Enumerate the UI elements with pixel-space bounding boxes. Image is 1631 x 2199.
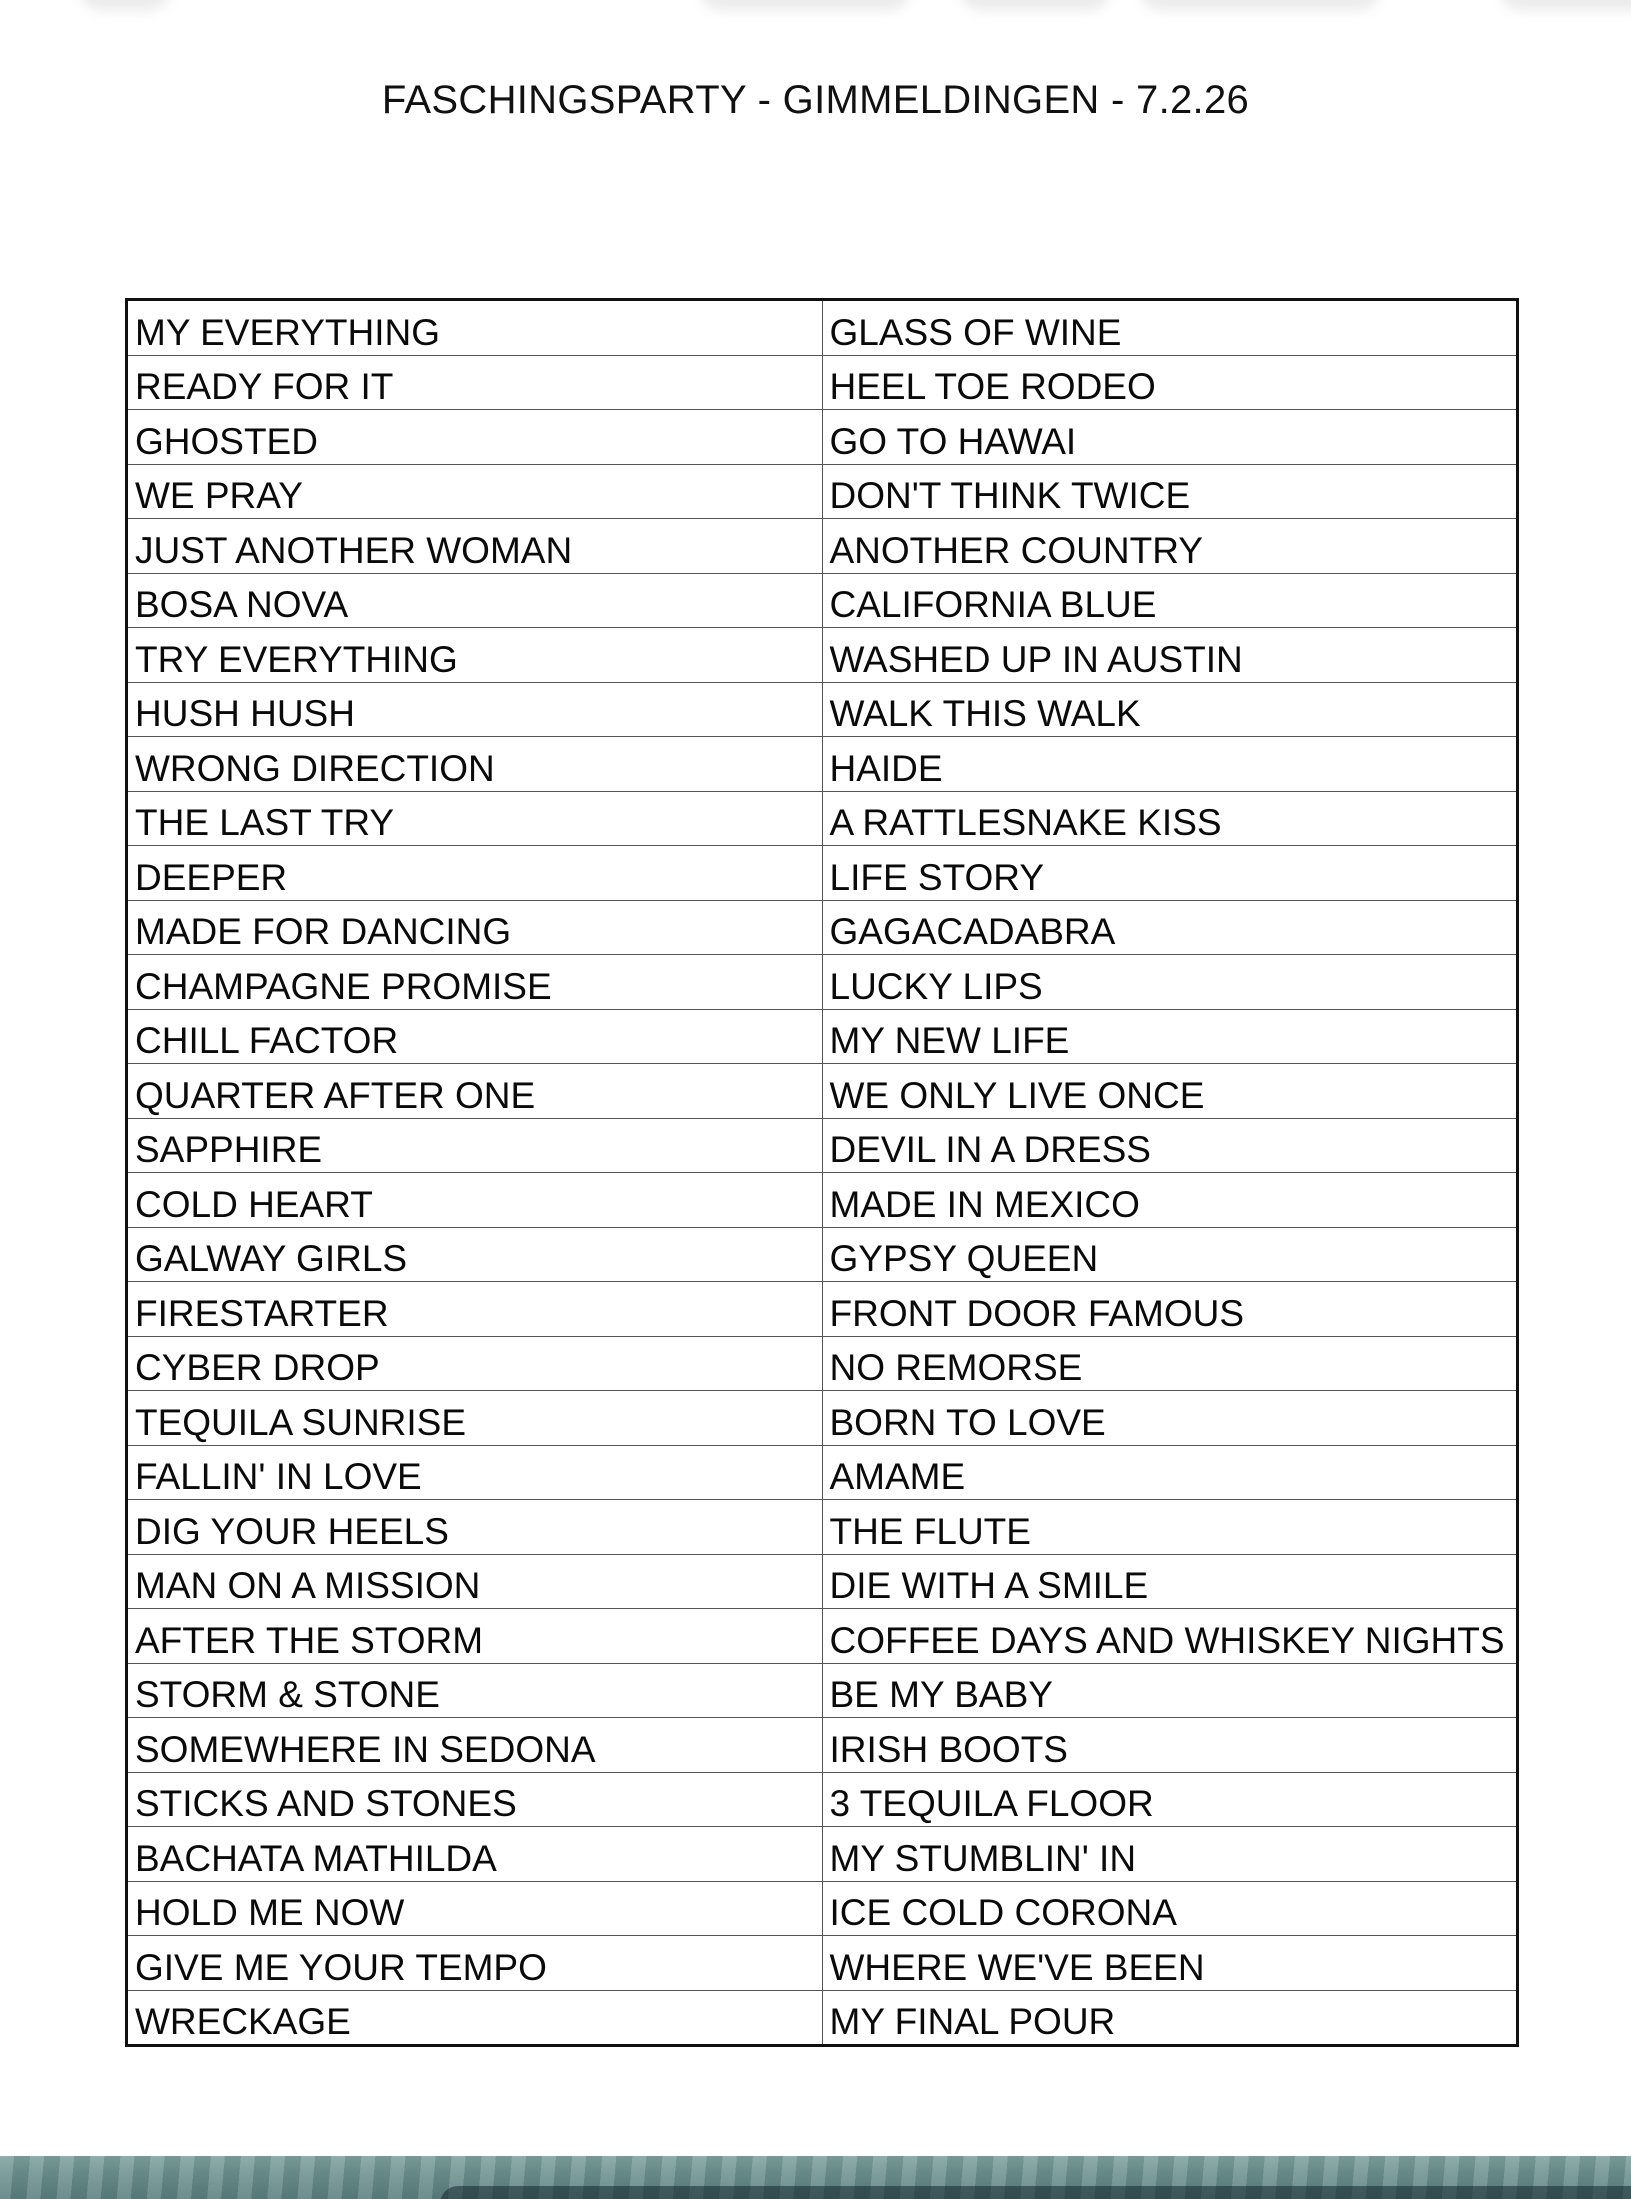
table-row bbox=[127, 900, 1518, 955]
song-cell-left: SOMEWHERE IN SEDONA bbox=[127, 1718, 823, 1773]
song-cell-right: NO REMORSE bbox=[822, 1336, 1518, 1391]
background-photo-strip bbox=[0, 2156, 1631, 2199]
song-cell-right: HEEL TOE RODEO bbox=[822, 355, 1518, 410]
table-row bbox=[127, 355, 1518, 410]
song-cell-left: GHOSTED bbox=[127, 410, 823, 465]
song-cell-right: AMAME bbox=[822, 1445, 1518, 1500]
table-row bbox=[127, 1445, 1518, 1500]
table-row bbox=[127, 1990, 1518, 2046]
song-cell-right: GO TO HAWAI bbox=[822, 410, 1518, 465]
song-cell-right: DIE WITH A SMILE bbox=[822, 1554, 1518, 1609]
table-row bbox=[127, 846, 1518, 901]
table-row bbox=[127, 1554, 1518, 1609]
song-cell-left: BOSA NOVA bbox=[127, 573, 823, 628]
song-cell-left: FALLIN' IN LOVE bbox=[127, 1445, 823, 1500]
song-cell-right: 3 TEQUILA FLOOR bbox=[822, 1772, 1518, 1827]
song-cell-right: WHERE WE'VE BEEN bbox=[822, 1936, 1518, 1991]
song-cell-left: THE LAST TRY bbox=[127, 791, 823, 846]
song-cell-left: CHAMPAGNE PROMISE bbox=[127, 955, 823, 1010]
song-cell-right: HAIDE bbox=[822, 737, 1518, 792]
table-row bbox=[127, 1718, 1518, 1773]
song-cell-left: CYBER DROP bbox=[127, 1336, 823, 1391]
song-cell-right: IRISH BOOTS bbox=[822, 1718, 1518, 1773]
song-cell-left: QUARTER AFTER ONE bbox=[127, 1064, 823, 1119]
song-cell-left: TEQUILA SUNRISE bbox=[127, 1391, 823, 1446]
table-row bbox=[127, 1227, 1518, 1282]
song-cell-left: AFTER THE STORM bbox=[127, 1609, 823, 1664]
table-row bbox=[127, 1009, 1518, 1064]
song-cell-right: A RATTLESNAKE KISS bbox=[822, 791, 1518, 846]
table-row bbox=[127, 1936, 1518, 1991]
song-cell-left: HOLD ME NOW bbox=[127, 1881, 823, 1936]
page-title: FASCHINGSPARTY - GIMMELDINGEN - 7.2.26 bbox=[381, 78, 1250, 122]
song-cell-right: MADE IN MEXICO bbox=[822, 1173, 1518, 1228]
song-cell-right: MY FINAL POUR bbox=[822, 1990, 1518, 2046]
table-row bbox=[127, 1173, 1518, 1228]
table-row bbox=[127, 1391, 1518, 1446]
song-cell-left: GALWAY GIRLS bbox=[127, 1227, 823, 1282]
song-cell-left: DIG YOUR HEELS bbox=[127, 1500, 823, 1555]
song-cell-right: WE ONLY LIVE ONCE bbox=[822, 1064, 1518, 1119]
song-cell-right: CALIFORNIA BLUE bbox=[822, 573, 1518, 628]
song-cell-right: COFFEE DAYS AND WHISKEY NIGHTS bbox=[822, 1609, 1518, 1664]
table-row bbox=[127, 1772, 1518, 1827]
table-row bbox=[127, 791, 1518, 846]
table-row bbox=[127, 410, 1518, 465]
song-cell-right: FRONT DOOR FAMOUS bbox=[822, 1282, 1518, 1337]
table-row bbox=[127, 464, 1518, 519]
song-cell-right: ICE COLD CORONA bbox=[822, 1881, 1518, 1936]
table-row bbox=[127, 1118, 1518, 1173]
song-cell-right: GYPSY QUEEN bbox=[822, 1227, 1518, 1282]
table-row bbox=[127, 628, 1518, 683]
song-cell-left: GIVE ME YOUR TEMPO bbox=[127, 1936, 823, 1991]
song-cell-left: HUSH HUSH bbox=[127, 682, 823, 737]
song-cell-left: BACHATA MATHILDA bbox=[127, 1827, 823, 1882]
song-list-table bbox=[125, 298, 1519, 2047]
table-row bbox=[127, 682, 1518, 737]
song-cell-left: MAN ON A MISSION bbox=[127, 1554, 823, 1609]
table-row bbox=[127, 300, 1518, 356]
song-cell-right: BORN TO LOVE bbox=[822, 1391, 1518, 1446]
table-row bbox=[127, 1609, 1518, 1664]
song-cell-left: MY EVERYTHING bbox=[127, 300, 823, 356]
song-cell-right: GAGACADABRA bbox=[822, 900, 1518, 955]
song-cell-left: DEEPER bbox=[127, 846, 823, 901]
table-row bbox=[127, 1500, 1518, 1555]
blurred-top-toolbar bbox=[0, 0, 1631, 28]
song-cell-right: DON'T THINK TWICE bbox=[822, 464, 1518, 519]
song-cell-left: CHILL FACTOR bbox=[127, 1009, 823, 1064]
song-cell-right: MY STUMBLIN' IN bbox=[822, 1827, 1518, 1882]
song-cell-left: WE PRAY bbox=[127, 464, 823, 519]
table-row bbox=[127, 1064, 1518, 1119]
song-cell-left: STORM & STONE bbox=[127, 1663, 823, 1718]
song-cell-left: WRONG DIRECTION bbox=[127, 737, 823, 792]
song-cell-right: BE MY BABY bbox=[822, 1663, 1518, 1718]
song-cell-left: MADE FOR DANCING bbox=[127, 900, 823, 955]
song-cell-left: SAPPHIRE bbox=[127, 1118, 823, 1173]
table-row bbox=[127, 573, 1518, 628]
table-row bbox=[127, 1881, 1518, 1936]
table-row bbox=[127, 1282, 1518, 1337]
song-cell-right: GLASS OF WINE bbox=[822, 300, 1518, 356]
song-cell-right: WASHED UP IN AUSTIN bbox=[822, 628, 1518, 683]
song-cell-left: WRECKAGE bbox=[127, 1990, 823, 2046]
table-row bbox=[127, 1336, 1518, 1391]
song-cell-right: THE FLUTE bbox=[822, 1500, 1518, 1555]
table-row bbox=[127, 519, 1518, 574]
table-row bbox=[127, 1827, 1518, 1882]
song-cell-left: TRY EVERYTHING bbox=[127, 628, 823, 683]
song-cell-right: WALK THIS WALK bbox=[822, 682, 1518, 737]
song-cell-right: ANOTHER COUNTRY bbox=[822, 519, 1518, 574]
song-cell-right: LIFE STORY bbox=[822, 846, 1518, 901]
song-cell-left: READY FOR IT bbox=[127, 355, 823, 410]
table-row bbox=[127, 737, 1518, 792]
song-cell-left: FIRESTARTER bbox=[127, 1282, 823, 1337]
song-cell-left: STICKS AND STONES bbox=[127, 1772, 823, 1827]
song-cell-right: DEVIL IN A DRESS bbox=[822, 1118, 1518, 1173]
table-row bbox=[127, 955, 1518, 1010]
table-row bbox=[127, 1663, 1518, 1718]
song-cell-right: MY NEW LIFE bbox=[822, 1009, 1518, 1064]
song-cell-left: JUST ANOTHER WOMAN bbox=[127, 519, 823, 574]
song-cell-right: LUCKY LIPS bbox=[822, 955, 1518, 1010]
song-cell-left: COLD HEART bbox=[127, 1173, 823, 1228]
